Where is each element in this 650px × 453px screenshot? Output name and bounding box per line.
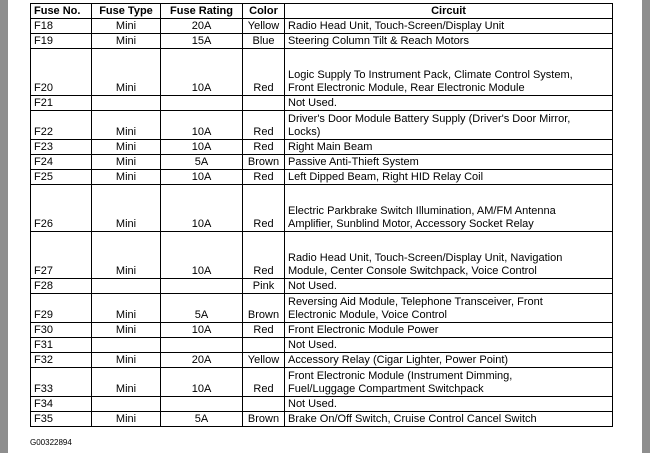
fuse-type-cell: Mini: [92, 34, 161, 49]
fuse-rating-cell: 10A: [161, 368, 243, 397]
fuse-rating-cell: 10A: [161, 323, 243, 338]
circuit-line: Not Used.: [288, 280, 337, 292]
circuit-line: Reversing Aid Module, Telephone Transceiver, Front: [288, 296, 543, 308]
table-row: [31, 294, 613, 323]
table-row: [31, 323, 613, 338]
fuse-type-cell: Mini: [92, 111, 161, 140]
fuse-number-cell: F24: [31, 155, 92, 170]
fuse-rating-cell: 20A: [161, 19, 243, 34]
circuit-line: Front Electronic Module Power: [288, 324, 439, 336]
circuit-line: Accessory Relay (Cigar Lighter, Power Point): [288, 354, 509, 366]
circuit-line: Steering Column Tilt & Reach Motors: [288, 35, 469, 47]
fuse-number-cell: F33: [31, 368, 92, 397]
fuse-color-cell: Red: [243, 185, 285, 232]
fuse-number-cell: F22: [31, 111, 92, 140]
left-frame-border: [0, 0, 8, 453]
circuit-line: Amplifier, Sunblind Motor, Accessory Socket Relay: [288, 218, 534, 230]
fuse-type-cell: Mini: [92, 140, 161, 155]
fuse-rating-cell: 10A: [161, 185, 243, 232]
fuse-color-cell: [243, 338, 285, 353]
circuit-cell: [285, 338, 613, 353]
header-row: [31, 4, 613, 19]
circuit-line: Driver's Door Module Battery Supply (Driver's Door Mirror,: [288, 113, 571, 125]
table-row: [31, 34, 613, 49]
circuit-cell: [285, 294, 613, 323]
table-row: [31, 338, 613, 353]
circuit-line: Passive Anti-Thieft System: [288, 156, 419, 168]
fuse-type-cell: Mini: [92, 49, 161, 96]
circuit-cell: [285, 353, 613, 368]
circuit-line: Front Electronic Module, Rear Electronic Module: [288, 82, 525, 94]
fuse-color-cell: Red: [243, 232, 285, 279]
circuit-line: Not Used.: [288, 339, 337, 351]
circuit-line: Right Main Beam: [288, 141, 373, 153]
table-row: [31, 397, 613, 412]
header-fuse-no: Fuse No.: [31, 4, 92, 19]
header-color: Color: [243, 4, 285, 19]
header-fuse-rating: Fuse Rating: [161, 4, 243, 19]
fuse-color-cell: Blue: [243, 34, 285, 49]
table-row: [31, 155, 613, 170]
fuse-number-cell: F18: [31, 19, 92, 34]
circuit-line: Electric Parkbrake Switch Illumination, AM/FM Antenna: [288, 205, 556, 217]
fuse-rating-cell: 5A: [161, 155, 243, 170]
fuse-rating-cell: 10A: [161, 111, 243, 140]
fuse-type-cell: [92, 397, 161, 412]
fuse-type-cell: Mini: [92, 368, 161, 397]
fuse-type-cell: Mini: [92, 185, 161, 232]
fuse-number-cell: F23: [31, 140, 92, 155]
table-row: [31, 19, 613, 34]
fuse-type-cell: Mini: [92, 294, 161, 323]
fuse-rating-cell: 5A: [161, 412, 243, 427]
fuse-type-cell: Mini: [92, 232, 161, 279]
circuit-cell: [285, 170, 613, 185]
circuit-line: Not Used.: [288, 398, 337, 410]
table-row: [31, 140, 613, 155]
table-row: [31, 170, 613, 185]
fuse-number-cell: F27: [31, 232, 92, 279]
fuse-color-cell: Yellow: [243, 19, 285, 34]
table-row: [31, 368, 613, 397]
fuse-number-cell: F35: [31, 412, 92, 427]
circuit-line: Locks): [288, 126, 321, 138]
fuse-number-cell: F25: [31, 170, 92, 185]
fuse-color-cell: [243, 96, 285, 111]
fuse-type-cell: [92, 338, 161, 353]
fuse-color-cell: Yellow: [243, 353, 285, 368]
fuse-number-cell: F20: [31, 49, 92, 96]
fuse-color-cell: Red: [243, 111, 285, 140]
fuse-type-cell: Mini: [92, 412, 161, 427]
circuit-line: Radio Head Unit, Touch-Screen/Display Unit: [288, 20, 505, 32]
fuse-number-cell: F29: [31, 294, 92, 323]
fuse-number-cell: F32: [31, 353, 92, 368]
circuit-line: Left Dipped Beam, Right HID Relay Coil: [288, 171, 484, 183]
fuse-type-cell: [92, 96, 161, 111]
fuse-rating-cell: 10A: [161, 232, 243, 279]
table-row: [31, 96, 613, 111]
fuse-type-cell: Mini: [92, 353, 161, 368]
fuse-type-cell: Mini: [92, 19, 161, 34]
fuse-number-cell: F30: [31, 323, 92, 338]
fuse-color-cell: Brown: [243, 155, 285, 170]
circuit-cell: [285, 19, 613, 34]
fuse-color-cell: Brown: [243, 294, 285, 323]
fuse-number-cell: F31: [31, 338, 92, 353]
circuit-cell: [285, 323, 613, 338]
fuse-type-cell: [92, 279, 161, 294]
fuse-table-body: [31, 19, 613, 427]
fuse-number-cell: F21: [31, 96, 92, 111]
fuse-number-cell: F26: [31, 185, 92, 232]
fuse-rating-cell: 5A: [161, 294, 243, 323]
table-row: [31, 232, 613, 279]
circuit-cell: [285, 155, 613, 170]
circuit-line: Front Electronic Module (Instrument Dimming,: [288, 370, 513, 382]
fuse-table: [30, 3, 613, 427]
circuit-cell: [285, 412, 613, 427]
fuse-rating-cell: [161, 338, 243, 353]
table-row: [31, 185, 613, 232]
figure-code: G00322894: [30, 438, 72, 447]
fuse-type-cell: Mini: [92, 323, 161, 338]
circuit-cell: [285, 34, 613, 49]
fuse-color-cell: [243, 397, 285, 412]
fuse-color-cell: Brown: [243, 412, 285, 427]
fuse-color-cell: Red: [243, 49, 285, 96]
table-row: [31, 279, 613, 294]
fuse-color-cell: Red: [243, 368, 285, 397]
circuit-cell: [285, 111, 613, 140]
table-row: [31, 412, 613, 427]
circuit-cell: [285, 368, 613, 397]
circuit-cell: [285, 185, 613, 232]
fuse-color-cell: Red: [243, 170, 285, 185]
fuse-color-cell: Red: [243, 140, 285, 155]
fuse-number-cell: F34: [31, 397, 92, 412]
circuit-line: Logic Supply To Instrument Pack, Climate Control System,: [288, 69, 573, 81]
fuse-rating-cell: 10A: [161, 49, 243, 96]
table-row: [31, 111, 613, 140]
header-circuit: Circuit: [285, 4, 613, 19]
fuse-rating-cell: 10A: [161, 170, 243, 185]
circuit-cell: [285, 397, 613, 412]
fuse-color-cell: Red: [243, 323, 285, 338]
circuit-line: Fuel/Luggage Compartment Switchpack: [288, 383, 484, 395]
fuse-type-cell: Mini: [92, 170, 161, 185]
fuse-type-cell: Mini: [92, 155, 161, 170]
fuse-number-cell: F28: [31, 279, 92, 294]
fuse-rating-cell: 15A: [161, 34, 243, 49]
circuit-line: Brake On/Off Switch, Cruise Control Cancel Switch: [288, 413, 537, 425]
circuit-line: Electronic Module, Voice Control: [288, 309, 447, 321]
circuit-cell: [285, 140, 613, 155]
circuit-line: Not Used.: [288, 97, 337, 109]
fuse-rating-cell: [161, 279, 243, 294]
circuit-cell: [285, 49, 613, 96]
header-fuse-type: Fuse Type: [92, 4, 161, 19]
fuse-number-cell: F19: [31, 34, 92, 49]
fuse-rating-cell: [161, 397, 243, 412]
right-frame-border: [642, 0, 650, 453]
fuse-rating-cell: 10A: [161, 140, 243, 155]
circuit-cell: [285, 96, 613, 111]
fuse-rating-cell: 20A: [161, 353, 243, 368]
table-row: [31, 353, 613, 368]
circuit-cell: [285, 232, 613, 279]
circuit-line: Radio Head Unit, Touch-Screen/Display Unit, Navigation: [288, 252, 563, 264]
table-row: [31, 49, 613, 96]
circuit-cell: [285, 279, 613, 294]
circuit-line: Module, Center Console Switchpack, Voice Control: [288, 265, 537, 277]
fuse-rating-cell: [161, 96, 243, 111]
fuse-color-cell: Pink: [243, 279, 285, 294]
